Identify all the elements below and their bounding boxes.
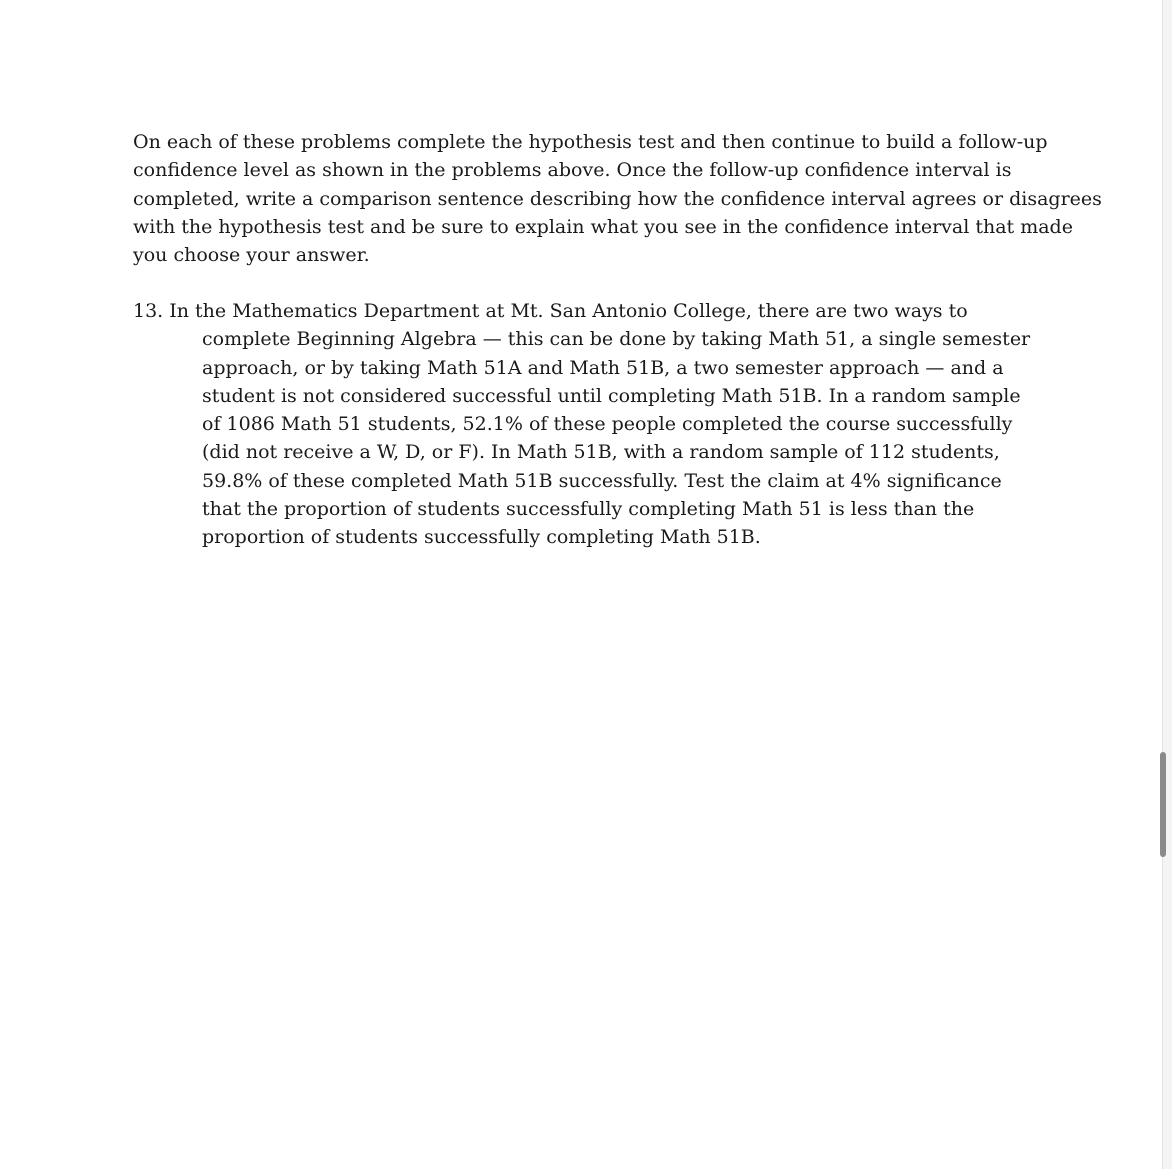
problem-line: student is not considered successful until completing Math 51B. In a random sample bbox=[202, 384, 1021, 407]
problem-line bbox=[133, 297, 973, 325]
intro-line: you choose your answer. bbox=[133, 244, 370, 267]
problem-line-text: In the Mathematics Department at Mt. San Antonio College, there are two ways to bbox=[169, 300, 968, 322]
problem-number: 13. bbox=[133, 300, 164, 322]
intro-line: confidence level as shown in the problems above. Once the follow-up confidence interval is bbox=[133, 159, 1012, 182]
problem-line: approach, or by taking Math 51A and Math 51B, a two semester approach — and a bbox=[202, 356, 1004, 379]
problem-line: complete Beginning Algebra — this can be done by taking Math 51, a single semester bbox=[202, 328, 1031, 351]
problem-line: of 1086 Math 51 students, 52.1% of these people completed the course successfully bbox=[202, 413, 1013, 436]
problem-line: that the proportion of students successfully completing Math 51 is less than the bbox=[202, 498, 975, 521]
problem-line: (did not receive a W, D, or F). In Math 51B, with a random sample of 112 students, bbox=[202, 441, 1000, 464]
intro-paragraph bbox=[133, 128, 1102, 269]
intro-line: completed, write a comparison sentence describing how the confidence interval agrees or disagrees bbox=[133, 187, 1102, 210]
scrollbar-thumb[interactable] bbox=[1160, 752, 1166, 857]
problem-line: 59.8% of these completed Math 51B successfully. Test the claim at 4% significance bbox=[202, 469, 1002, 492]
vertical-scrollbar[interactable] bbox=[1162, 0, 1172, 1169]
problem-13 bbox=[133, 297, 1031, 552]
intro-line: with the hypothesis test and be sure to explain what you see in the confidence interval that made bbox=[133, 215, 1073, 238]
intro-line: On each of these problems complete the hypothesis test and then continue to build a follow-up bbox=[133, 131, 1048, 153]
problem-line: proportion of students successfully completing Math 51B. bbox=[202, 526, 761, 549]
